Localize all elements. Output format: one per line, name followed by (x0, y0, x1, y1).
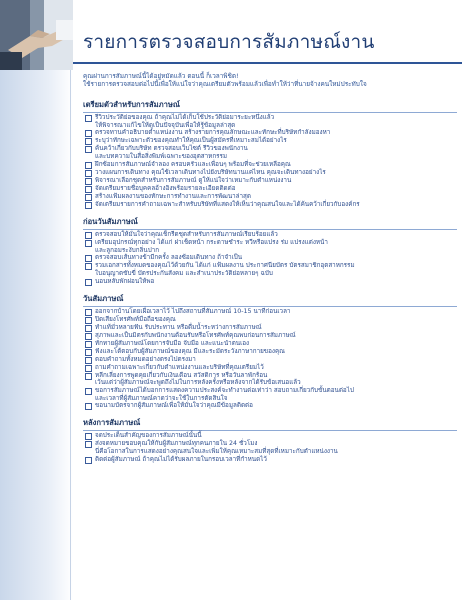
checkbox[interactable] (85, 357, 92, 364)
intro-line: ใช้รายการตรวจสอบต่อไปนี้เพื่อให้แน่ใจว่าคุณเตรียมตัวพร้อมแล้วเพื่อทำให้ว่าที่นายจ้างคนใหม่ประทับใจ (83, 80, 367, 89)
checkbox[interactable] (85, 388, 92, 395)
checklist-item-line: ขอการสัมภาษณ์ได้บอกการแสดงความประสงค์จะทำงานต่อเท่าว่า สอบถามเกี่ยวกับขั้นตอนต่อไป (95, 387, 354, 395)
checkbox[interactable] (85, 194, 92, 201)
title-underline (73, 62, 462, 64)
checklist-item-text (95, 324, 262, 332)
handshake-photo (0, 0, 73, 70)
checkbox[interactable] (85, 202, 92, 209)
checklist-item (83, 440, 458, 455)
checklist-item-line: และเวลาที่ผู้สัมภาษณ์คาดว่าจะใช้ในการตัดสินใจ (95, 394, 228, 402)
checklist-item-text (95, 169, 326, 177)
checklist-item (83, 308, 458, 316)
section-heading: เตรียมตัวสำหรับการสัมภาษณ์ (83, 99, 457, 113)
checklist-item-line: หลีกเลี่ยงการพูดคุยเกี่ยวกับเงินเดือน สวัสดิการ หรือวันลาพักร้อน (95, 371, 268, 379)
checklist-content (83, 99, 458, 471)
checklist-item (83, 145, 458, 160)
checklist-item-text (95, 387, 354, 402)
checkbox[interactable] (85, 333, 92, 340)
checklist-item-text (95, 316, 176, 324)
checkbox[interactable] (85, 309, 92, 316)
checklist-item-text (95, 231, 278, 239)
section-heading: หลังการสัมภาษณ์ (83, 417, 457, 431)
checklist-item-line: นี่คือโอกาสในการแสดงอย่างคุณสนใจและเพิ่มให้คุณเหมาะสมที่สุดที่เหมาะกับตำแหน่งงาน (95, 448, 338, 456)
checkbox[interactable] (85, 232, 92, 239)
checklist-item (83, 316, 458, 324)
checkbox[interactable] (85, 373, 92, 380)
checklist-item (83, 278, 458, 286)
checklist-item-text (95, 432, 202, 440)
checklist-item (83, 456, 458, 464)
checklist-item (83, 402, 458, 410)
checklist-item-line: ตรวจทานคำอธิบายตำแหน่งงาน สร้างรายการคุณลักษณะและทักษะที่บริษัทกำลังมองหา (95, 129, 331, 137)
checklist-item-line: รีวิวประวัติย่อของคุณ ถ้าคุณไม่ได้เก็บใช้ประวัติย่อมาระยะหนึ่งแล้ว (95, 114, 275, 121)
checklist-item-line: ปิดเสียงโทรศัพท์มือถือของคุณ (95, 315, 176, 323)
checkbox[interactable] (85, 186, 92, 193)
checkbox[interactable] (85, 162, 92, 169)
checklist-item-text (95, 185, 236, 193)
checklist-item-text (95, 372, 301, 387)
checklist-item-line: ให้พิจารณาแก้ไขให้ดูเป็นปัจจุบันเพื่อให้รู้ข้อมูลล่าสุด (95, 121, 236, 129)
checkbox[interactable] (85, 115, 92, 122)
checklist-item-text (95, 177, 291, 185)
checklist-item-text (95, 201, 360, 209)
checkbox[interactable] (85, 138, 92, 145)
checklist-item-line: ตอบคำถามทั้งหมดอย่างตรงไปตรงมา (95, 355, 196, 363)
checklist-item (83, 348, 458, 356)
checklist-item (83, 356, 458, 364)
checklist-item-text (95, 402, 253, 410)
checkbox[interactable] (85, 170, 92, 177)
checklist-item-line: นอนหลับพักผ่อนให้พอ (95, 277, 155, 285)
checklist-item-line: และลูกอมระงับกลิ่นปาก (95, 246, 160, 254)
checklist-item-line: และบทความในสื่อสิ่งพิมพ์เฉพาะของอุตสาหกรรม (95, 153, 228, 161)
section-heading: วันสัมภาษณ์ (83, 293, 457, 307)
checklist-item-line: ใบอนุญาตขับขี่ บัตรประกันสังคม และสำเนาประวัติย่อหลายๆ ฉบับ (95, 269, 273, 277)
checklist-item-text (95, 137, 287, 145)
checklist-item-line: ทำแท้มั่วหลายฟัน รับประทาน หรือดื่มน้ำระหว่างการสัมภาษณ์ (95, 323, 262, 331)
checklist-item (83, 364, 458, 372)
checklist-item-line: ตรวจสอบให้มั่นใจว่าคุณเช็กรีดชุดสำหรับการสัมภาษณ์เรียบร้อยแล้ว (95, 230, 278, 238)
section-heading: ก่อนวันสัมภาษณ์ (83, 216, 457, 230)
left-divider-line (70, 70, 71, 600)
checklist-item-line: พิจารณาเลือกชุดสำหรับการสัมภาษณ์ ดูให้แน่ใจว่าเหมาะกับตำแหน่งงาน (95, 176, 292, 184)
checkbox[interactable] (85, 240, 92, 247)
checkbox[interactable] (85, 178, 92, 185)
checkbox[interactable] (85, 433, 92, 440)
checklist-item-text (95, 364, 264, 372)
checkbox[interactable] (85, 365, 92, 372)
checklist-item-line: ฝึกซ้อมการสัมภาษณ์จำลอง ครอบครัวและเพื่อนๆ พร้อมที่จะช่วยเหลือคุณ (95, 160, 291, 168)
checkbox[interactable] (85, 441, 92, 448)
checkbox[interactable] (85, 279, 92, 286)
checklist-item (83, 114, 458, 129)
checklist-item-text (95, 440, 338, 455)
checkbox[interactable] (85, 457, 92, 464)
checklist-item-line: ฟังและโต้ตอบกับผู้สัมภาษณ์ของคุณ มีและระมัดระวังภาษากายของคุณ (95, 347, 286, 355)
checklist-item-line: ค้นคว้าเกี่ยวกับบริษัท ตรวจสอบเว็บไซต์ รีวิวของพนักงาน (95, 145, 248, 153)
checklist-item-line: สร้างแฟ้มผลงานของทักษะการทำงานและการพัฒนาล่าสุด (95, 192, 251, 200)
left-decorative-bar (0, 0, 73, 600)
checklist-item (83, 177, 458, 185)
checklist-item (83, 169, 458, 177)
checklist-item-text (95, 254, 242, 262)
checklist-item (83, 387, 458, 402)
checkbox[interactable] (85, 130, 92, 137)
checklist-item-line: ออกจากบ้านโดยเผื่อเวลาไว้ ไปถึงสถานที่สัมภาษณ์ 10-15 นาทีก่อนเวลา (95, 307, 291, 315)
checklist-item (83, 372, 458, 387)
checklist-item-line: สุภาพและเป็นมิตรกับพนักงานต้อนรับหรือโทรศัพท์คุณพบก่อนการสัมภาษณ์ (95, 331, 296, 339)
checklist-item-text (95, 145, 248, 160)
checklist-item (83, 161, 458, 169)
checklist-item-text (95, 129, 330, 137)
intro-text (83, 72, 458, 89)
checklist-item (83, 231, 458, 239)
checklist-item-line: จัดเตรียมรายการคำถามเฉพาะสำหรับบริษัทที่แสดงให้เห็นว่าคุณสนใจและได้ค้นคว้าเกี่ยวกับองค์กร (95, 200, 360, 208)
checklist-item (83, 201, 458, 209)
page-title: รายการตรวจสอบการสัมภาษณ์งาน (83, 31, 375, 53)
checklist-item-line: ถามคำถามเฉพาะเกี่ยวกับตำแหน่งงานและบริษัทที่คุณเตรียมไว้ (95, 363, 264, 371)
checklist-section (83, 293, 458, 411)
checklist-item-text (95, 114, 274, 129)
checkbox[interactable] (85, 341, 92, 348)
checklist-item-line: จดประเด็นสำคัญของการสัมภาษณ์นั้นนี้ (95, 432, 202, 440)
intro-line: คุณผ่านการสัมภาษณ์นี้ได้อยู่หมัดแล้ว ตอนนี้ ก็เวลาพิชิต! (83, 72, 239, 80)
checklist-item-line: ระบุว่าทักษะเฉพาะตัวของคุณทำให้คุณเป็นผู้สมัครที่เหมาะสมได้อย่างไร (95, 137, 287, 145)
checklist-item (83, 239, 458, 254)
checklist-item-text (95, 278, 154, 286)
checklist-item (83, 185, 458, 193)
checkbox[interactable] (85, 325, 92, 332)
checklist-item-text (95, 348, 285, 356)
checklist-item (83, 262, 458, 277)
checklist-item-line: จัดเตรียมรายชื่อบุคคลอ้างอิงพร้อมรายละเอียดติดต่อ (95, 184, 236, 192)
checklist-item (83, 324, 458, 332)
checklist-item-text (95, 356, 196, 364)
checklist-item-line: ติดต่อผู้สัมภาษณ์ ถ้าคุณไม่ได้รับผลภายในกรอบเวลาที่กำหนดไว้ (95, 455, 267, 463)
checkbox[interactable] (85, 255, 92, 262)
checklist-item (83, 340, 458, 348)
checklist-item-text (95, 456, 267, 464)
handshake-icon (0, 0, 73, 70)
checklist-section (83, 417, 458, 463)
checkbox[interactable] (85, 403, 92, 410)
checklist-item-text (95, 262, 355, 277)
checklist-item-line: รวมเอกสารทั้งหมดของคุณไว้ด้วยกัน ได้แก่ แฟ้มผลงาน ประกาศนียบัตร บัตรสมาชิกอุตสาหกรรม (95, 262, 355, 270)
checklist-item-text (95, 161, 291, 169)
checkbox[interactable] (85, 349, 92, 356)
checklist-item-line: วางแผนการเดินทาง คุณใช้เวลาเดินทางไปยังบริษัทนานแค่ไหน คุณจะเดินทางอย่างไร (95, 168, 326, 176)
checklist-item (83, 193, 458, 201)
checklist-item-line: ขอนามบัตรจากผู้สัมภาษณ์เพื่อให้มั่นใจว่าคุณมีข้อมูลติดต่อ (95, 402, 253, 410)
checklist-item-line: ส่งจดหมายขอบคุณให้กับผู้สัมภาษณ์ทุกคนภายใน 24 ชั่วโมง (95, 440, 258, 448)
checkbox[interactable] (85, 317, 92, 324)
checklist-item-text (95, 332, 296, 340)
checklist-item-line: เตรียมอุปกรณ์ทุกอย่าง ได้แก่ ฝาเช็ดหน้า กระดาษชำระ หวีหรือแปรง ร่ม แปรงแต่งหน้า (95, 238, 328, 246)
checklist-item-line: เว้นแต่ว่าผู้สัมภาษณ์จะพูดถึงไม่ในการหลังครั้งหรือหลังจากได้รับข้อเสนอแล้ว (95, 379, 301, 387)
checkbox[interactable] (85, 263, 92, 270)
checklist-item (83, 332, 458, 340)
checkbox[interactable] (85, 146, 92, 153)
checklist-item-text (95, 239, 328, 254)
checklist-item-line: ทักทายผู้สัมภาษณ์โดยการจับมือ จับมือ และแนะนำตนเอง (95, 339, 250, 347)
checklist-item-line: ตรวจสอบเส้นทางข้ามีกครั้ง ลองซ้อมเดินทาง ถ้าจำเป็น (95, 254, 243, 262)
checklist-item-text (95, 193, 251, 201)
checklist-item-text (95, 340, 249, 348)
checklist-section (83, 216, 458, 286)
checklist-section (83, 99, 458, 209)
checklist-item-text (95, 308, 290, 316)
